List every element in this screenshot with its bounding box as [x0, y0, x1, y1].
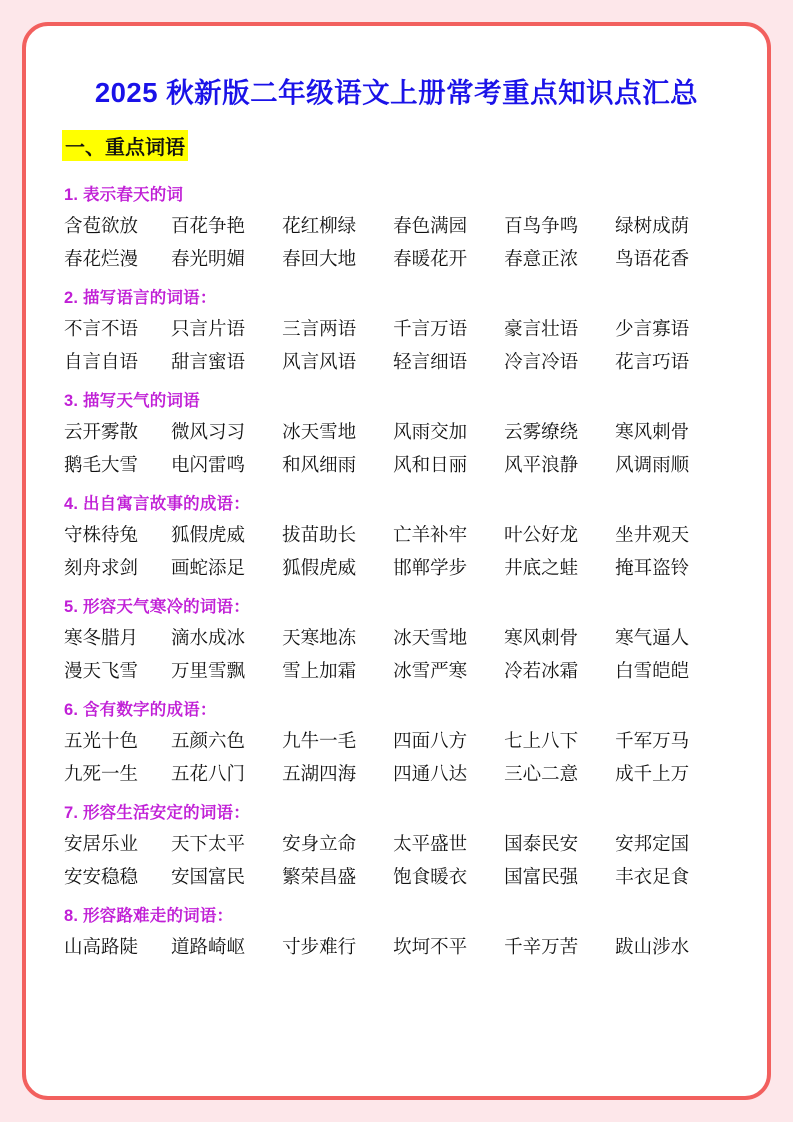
word-item: 三心二意 [504, 762, 579, 784]
word-item: 太平盛世 [393, 832, 468, 854]
word-rows [60, 623, 733, 686]
word-item: 冷言冷语 [504, 350, 579, 372]
word-group [60, 902, 733, 962]
word-item: 安国富民 [171, 865, 246, 887]
word-item: 三言两语 [282, 317, 357, 339]
word-item: 叶公好龙 [504, 523, 579, 545]
word-item: 道路崎岖 [171, 935, 246, 957]
word-item: 成千上万 [615, 762, 690, 784]
word-item: 鹅毛大雪 [64, 453, 139, 475]
word-item: 天下太平 [171, 832, 246, 854]
word-item: 绿树成荫 [615, 215, 690, 236]
word-item: 千辛万苦 [504, 935, 579, 957]
word-item: 风平浪静 [504, 453, 579, 475]
word-item: 寒气逼人 [615, 626, 690, 648]
word-item: 云开雾散 [64, 420, 139, 442]
word-group [60, 593, 733, 686]
word-item: 千军万马 [615, 729, 690, 751]
word-item: 电闪雷鸣 [171, 453, 246, 475]
word-item: 九死一生 [64, 762, 139, 784]
word-item: 画蛇添足 [171, 556, 246, 578]
word-item: 跋山涉水 [615, 935, 690, 957]
word-group-heading: 5. 形容天气寒冷的词语： [64, 597, 250, 616]
word-item: 国富民强 [504, 865, 579, 887]
word-group-heading: 4. 出自寓言故事的成语： [64, 494, 250, 513]
word-group-heading: 2. 描写语言的词语： [64, 288, 217, 307]
word-item: 千言万语 [393, 317, 468, 339]
word-item: 四通八达 [393, 762, 468, 784]
word-item: 鸟语花香 [615, 247, 690, 269]
word-item: 和风细雨 [282, 453, 357, 475]
word-item: 掩耳盗铃 [615, 556, 690, 578]
word-item: 五光十色 [64, 729, 139, 751]
word-rows [60, 314, 733, 377]
word-group-heading: 6. 含有数字的成语： [64, 700, 217, 719]
word-item: 寒风刺骨 [615, 420, 690, 442]
word-item: 寒冬腊月 [64, 626, 139, 648]
word-item: 少言寡语 [615, 317, 690, 339]
word-item: 百鸟争鸣 [504, 215, 579, 236]
word-row [60, 726, 733, 756]
word-item: 甜言蜜语 [171, 350, 246, 372]
word-item: 安身立命 [282, 832, 357, 854]
word-item: 寸步难行 [282, 935, 357, 957]
word-item: 繁荣昌盛 [282, 865, 357, 887]
word-item: 滴水成冰 [171, 626, 246, 648]
word-row [60, 211, 733, 241]
word-row [60, 450, 733, 480]
word-item: 春回大地 [282, 247, 357, 269]
word-item: 春暖花开 [393, 247, 468, 269]
word-item: 含苞欲放 [64, 215, 139, 236]
word-item: 刻舟求剑 [64, 556, 139, 578]
word-item: 风言风语 [282, 350, 357, 372]
word-item: 白雪皑皑 [615, 659, 690, 681]
word-item: 安邦定国 [615, 832, 690, 854]
word-rows [60, 932, 733, 962]
word-groups [60, 181, 733, 962]
word-row [60, 244, 733, 274]
word-item: 冰天雪地 [393, 626, 468, 648]
word-group [60, 284, 733, 377]
word-row [60, 623, 733, 653]
word-rows [60, 520, 733, 583]
word-item: 安安稳稳 [64, 865, 139, 887]
word-group-heading: 1. 表示春天的词 [64, 186, 184, 204]
word-row [60, 656, 733, 686]
word-item: 四面八方 [393, 729, 468, 751]
word-row [60, 862, 733, 892]
word-item: 只言片语 [171, 317, 246, 339]
word-item: 风和日丽 [393, 453, 468, 475]
word-rows [60, 829, 733, 892]
word-row [60, 347, 733, 377]
word-item: 冰天雪地 [282, 420, 357, 442]
word-item: 五花八门 [171, 762, 246, 784]
word-row [60, 417, 733, 447]
page-title: 2025 秋新版二年级语文上册常考重点知识点汇总 [94, 77, 699, 108]
word-item: 风雨交加 [393, 420, 468, 442]
word-item: 春光明媚 [171, 247, 246, 269]
word-group-heading: 3. 描写天气的词语 [64, 391, 200, 410]
word-item: 天寒地冻 [282, 626, 357, 648]
word-item: 寒风刺骨 [504, 626, 579, 648]
word-item: 饱食暖衣 [393, 865, 468, 887]
word-item: 拔苗助长 [282, 523, 357, 545]
word-group [60, 799, 733, 892]
word-item: 冰雪严寒 [393, 659, 468, 681]
word-item: 狐假虎威 [171, 523, 246, 545]
word-group [60, 490, 733, 583]
section-heading: 一、重点词语 [62, 130, 188, 161]
word-item: 春花烂漫 [64, 247, 139, 269]
word-group [60, 696, 733, 789]
word-rows [60, 211, 733, 274]
word-item: 五湖四海 [282, 762, 357, 784]
word-item: 百花争艳 [171, 215, 246, 236]
word-row [60, 553, 733, 583]
word-item: 守株待兔 [64, 523, 139, 545]
word-row [60, 314, 733, 344]
word-item: 漫天飞雪 [64, 659, 139, 681]
word-row [60, 759, 733, 789]
word-item: 不言不语 [64, 317, 139, 339]
word-item: 坎坷不平 [393, 935, 468, 957]
word-item: 雪上加霜 [282, 659, 357, 681]
word-item: 五颜六色 [171, 729, 246, 751]
word-item: 亡羊补牢 [393, 523, 468, 545]
word-item: 国泰民安 [504, 832, 579, 854]
word-item: 风调雨顺 [615, 453, 690, 475]
word-item: 微风习习 [171, 420, 246, 442]
word-item: 邯郸学步 [393, 556, 468, 578]
word-row [60, 932, 733, 962]
word-item: 万里雪飘 [171, 659, 246, 681]
word-item: 云雾缭绕 [504, 420, 579, 442]
word-item: 豪言壮语 [504, 317, 579, 339]
document-body [26, 26, 767, 976]
word-item: 花红柳绿 [282, 215, 357, 236]
word-row [60, 520, 733, 550]
word-group [60, 181, 733, 274]
word-item: 春色满园 [393, 215, 468, 236]
word-item: 安居乐业 [64, 832, 139, 854]
word-rows [60, 726, 733, 789]
word-group-heading: 8. 形容路难走的词语： [64, 906, 234, 925]
word-item: 七上八下 [504, 729, 579, 751]
word-rows [60, 417, 733, 480]
word-item: 自言自语 [64, 350, 139, 372]
document-page [22, 22, 771, 1100]
word-group [60, 387, 733, 480]
word-item: 狐假虎威 [282, 556, 357, 578]
word-group-heading: 7. 形容生活安定的词语： [64, 803, 250, 822]
word-item: 轻言细语 [393, 350, 468, 372]
word-item: 山高路陡 [64, 935, 139, 957]
word-item: 花言巧语 [615, 350, 690, 372]
word-item: 冷若冰霜 [504, 659, 579, 681]
word-item: 井底之蛙 [504, 556, 579, 578]
word-item: 坐井观天 [615, 523, 690, 545]
word-row [60, 829, 733, 859]
word-item: 春意正浓 [504, 247, 579, 269]
word-item: 丰衣足食 [615, 865, 690, 887]
word-item: 九牛一毛 [282, 729, 357, 751]
